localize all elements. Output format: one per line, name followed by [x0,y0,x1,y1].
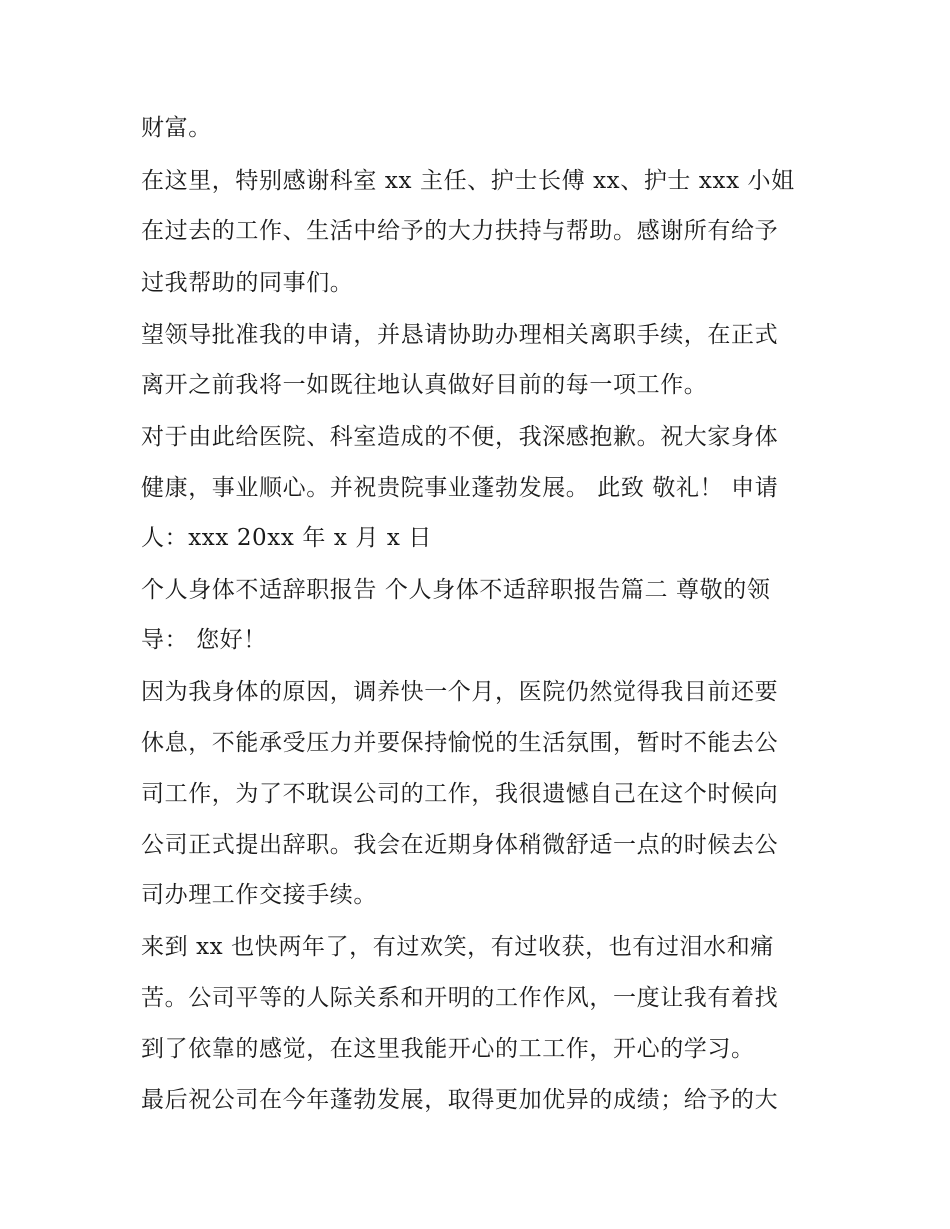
text-line: 望领导批准我的申请，并恳请协助办理相关离职手续，在正式 [141,322,779,348]
text-line: 个人身体不适辞职报告 个人身体不适辞职报告篇二 尊敬的领 [141,577,771,603]
text-line: 在这里，特别感谢科室 xx 主任、护士长傅 xx、护士 xxx 小姐 [141,168,795,194]
text-line: 因为我身体的原因，调养快一个月，医院仍然觉得我目前还要 [141,679,779,705]
text-line: 司办理工作交接手续。 [141,882,377,908]
text-line: 到了依靠的感觉，在这里我能开心的工工作，开心的学习。 [141,1036,755,1062]
text-line: 在过去的工作、生活中给予的大力扶持与帮助。感谢所有给予 [141,218,779,244]
text-line: 来到 xx 也快两年了，有过欢笑，有过收获，也有过泪水和痛 [141,934,774,960]
text-line: 导： 您好！ [141,627,267,653]
text-line: 休息，不能承受压力并要保持愉悦的生活氛围，暂时不能去公 [141,730,779,756]
text-line: 最后祝公司在今年蓬勃发展，取得更加优异的成绩；给予的大 [141,1087,779,1113]
text-line: 人：xxx 20xx 年 x 月 x 日 [141,525,432,551]
text-line: 健康，事业顺心。并祝贵院事业蓬勃发展。 此致 敬礼！ 申请 [141,475,779,501]
text-line: 司工作，为了不耽误公司的工作，我很遗憾自己在这个时候向 [141,781,779,807]
text-line: 过我帮助的同事们。 [141,270,354,296]
text-line: 离开之前我将一如既往地认真做好目前的每一项工作。 [141,372,708,398]
text-line: 苦。公司平等的人际关系和开明的工作作风，一度让我有着找 [141,985,779,1011]
text-line: 财富。 [141,115,212,141]
text-line: 公司正式提出辞职。我会在近期身体稍微舒适一点的时候去公 [141,832,779,858]
text-line: 对于由此给医院、科室造成的不便，我深感抱歉。祝大家身体 [141,424,779,450]
